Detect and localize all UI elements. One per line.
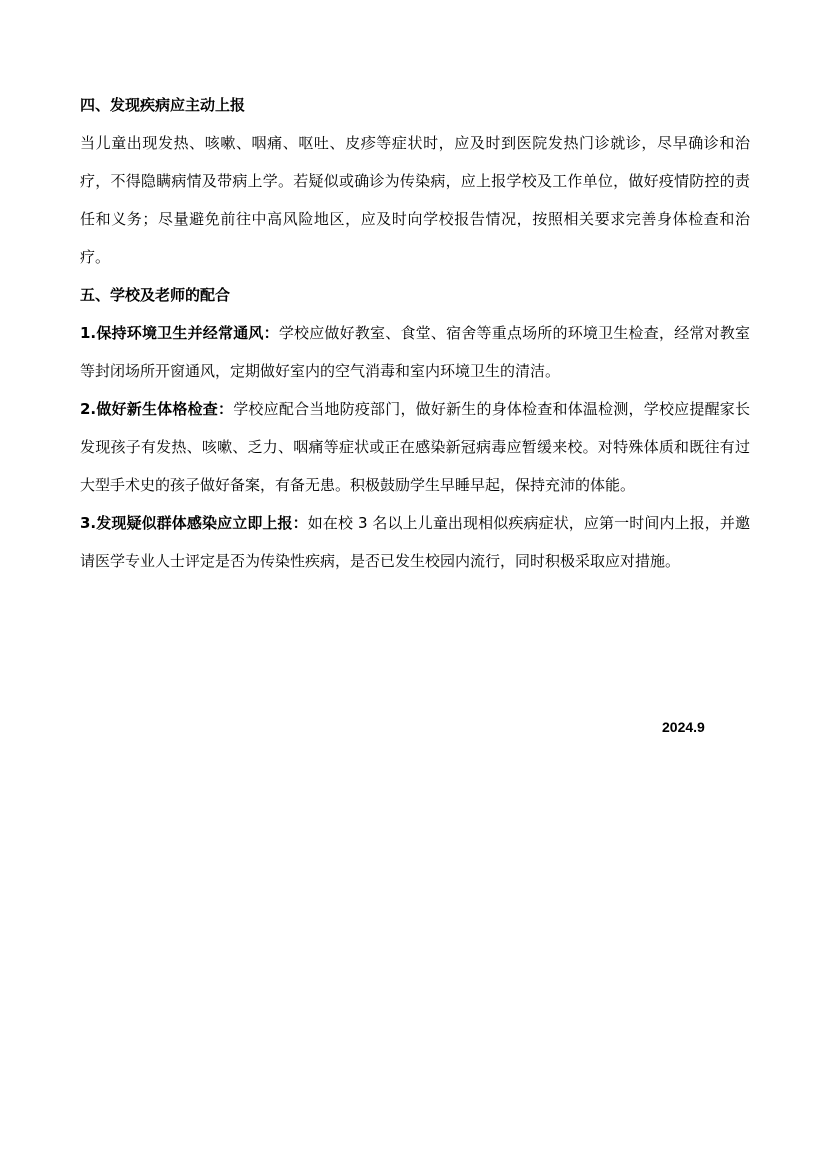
section4-heading: 四、发现疾病应主动上报 [80, 96, 246, 114]
section5-item-3-text: 如在校 3 名以上儿童出现相似疾病症状，应第一时间内上报，并邀请医学专业人士评定是否为传染性疾病，是否已发生校园内流行，同时积极采取应对措施。 [80, 514, 750, 570]
section5-item-2-lead: 2.做好新生体格检查： [80, 400, 234, 418]
section5-item-1-text: 学校应做好教室、食堂、宿舍等重点场所的环境卫生检查，经常对教室等封闭场所开窗通风，定期做好室内的空气消毒和室内环境卫生的清洁。 [80, 324, 750, 380]
section5-heading: 五、学校及老师的配合 [80, 286, 231, 304]
document-date: 2024.9 [662, 719, 705, 735]
section5-item-1-lead: 1.保持环境卫生并经常通风： [80, 324, 279, 342]
section5-item-3 [80, 504, 750, 580]
section5-item-2-text: 学校应配合当地防疫部门，做好新生的身体检查和体温检测，学校应提醒家长发现孩子有发热、咳嗽、乏力、咽痛等症状或正在感染新冠病毒应暂缓来校。对特殊体质和既往有过大型手术史的孩子做好备案，有备无患。积极鼓励学生早睡早起，保持充沛的体能。 [80, 400, 750, 494]
section5-item-2 [80, 390, 750, 504]
section5-item-3-lead: 3.发现疑似群体感染应立即上报： [80, 514, 308, 532]
section4-paragraph: 当儿童出现发热、咳嗽、咽痛、呕吐、皮疹等症状时，应及时到医院发热门诊就诊，尽早确诊和治疗，不得隐瞒病情及带病上学。若疑似或确诊为传染病，应上报学校及工作单位，做好疫情防控的责任和义务；尽量避免前往中高风险地区，应及时向学校报告情况，按照相关要求完善身体检查和治疗。 [80, 134, 750, 266]
document-body [80, 86, 750, 580]
section5-item-1 [80, 314, 750, 390]
